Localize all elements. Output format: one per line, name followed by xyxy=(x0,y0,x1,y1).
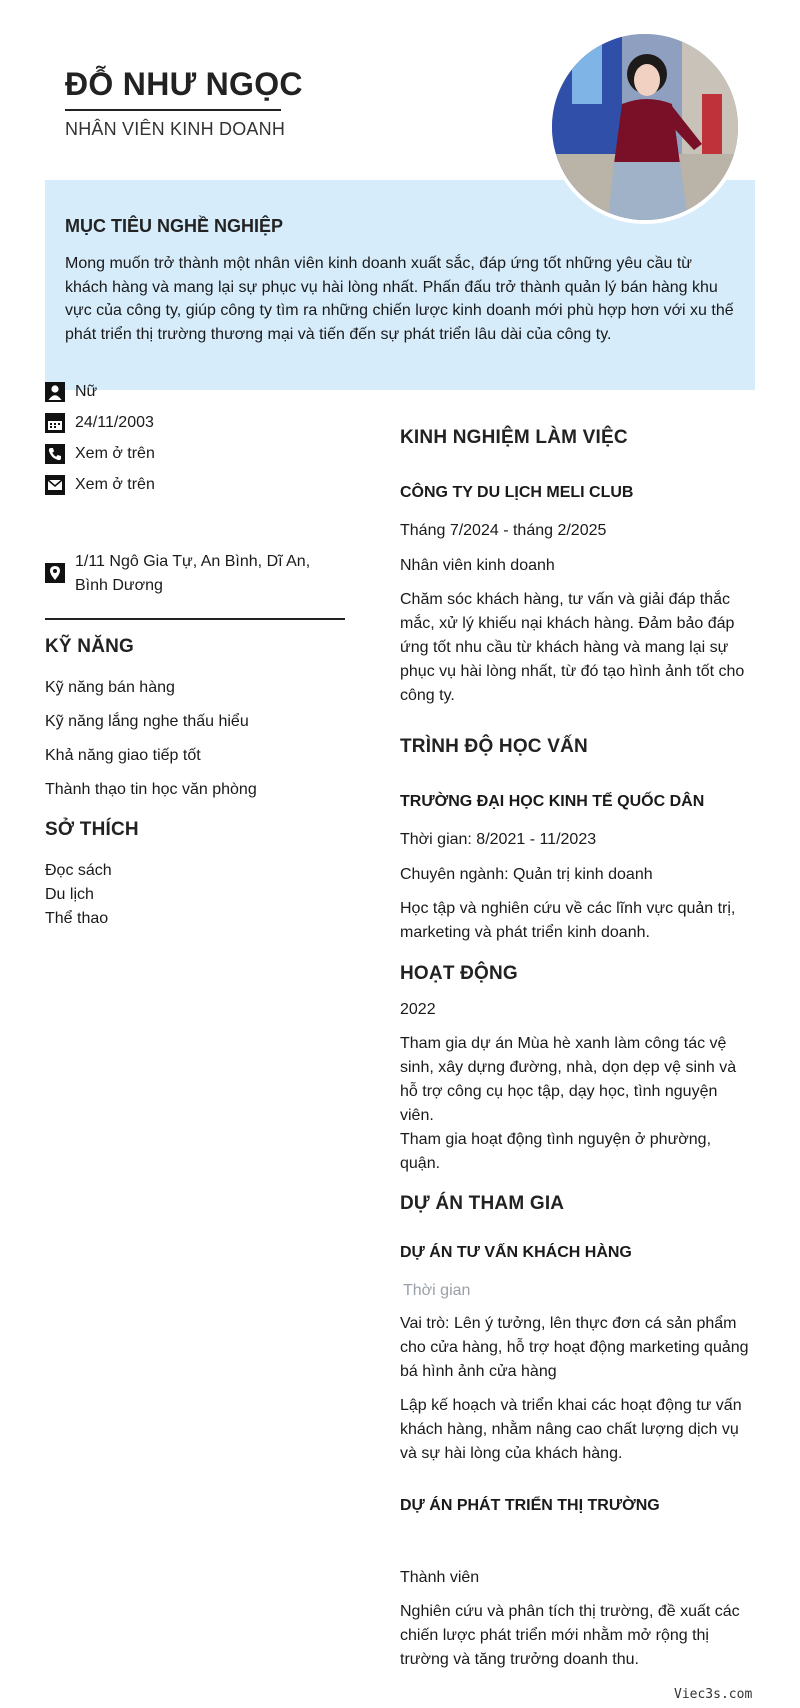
person-icon xyxy=(45,382,65,402)
experience-period: Tháng 7/2024 - tháng 2/2025 xyxy=(400,522,607,539)
project-name: DỰ ÁN TƯ VẤN KHÁCH HÀNG xyxy=(400,1244,632,1261)
hobby-item: Du lịch xyxy=(45,886,94,903)
contact-gender xyxy=(45,380,97,404)
site-watermark: Viec3s.com xyxy=(674,1687,753,1702)
contact-birthday xyxy=(45,411,154,435)
experience-position: Nhân viên kinh doanh xyxy=(400,557,555,574)
skill-item: Kỹ năng bán hàng xyxy=(45,679,175,696)
project-name: DỰ ÁN PHÁT TRIỂN THỊ TRƯỜNG xyxy=(400,1497,660,1514)
gender-value: Nữ xyxy=(75,383,98,400)
activities-description: Tham gia hoạt động tình nguyện ở phường, quận. xyxy=(400,1131,712,1172)
education-description: Học tập và nghiên cứu về các lĩnh vực quản trị, marketing và phát triển kinh doanh. xyxy=(400,900,736,941)
profile-photo xyxy=(548,30,742,224)
left-divider xyxy=(45,618,345,620)
skills-title: KỸ NĂNG xyxy=(45,636,135,657)
email-icon xyxy=(45,475,65,495)
skill-item: Kỹ năng lắng nghe thấu hiểu xyxy=(45,713,249,730)
contact-address xyxy=(45,550,345,598)
education-title: TRÌNH ĐỘ HỌC VẤN xyxy=(400,736,588,757)
experience-description: Chăm sóc khách hàng, tư vấn và giải đáp thắc mắc, xử lý khiếu nại khách hàng. Đảm bảo đáp ứng tốt nhu cầu từ khách hàng và mang lại sự phục vụ hài lòng nhất, từ đó tạo hình ảnh tốt cho công ty. xyxy=(400,591,745,704)
activities-year: 2022 xyxy=(400,1001,436,1018)
email-value: Xem ở trên xyxy=(75,476,155,493)
skill-item: Khả năng giao tiếp tốt xyxy=(45,747,201,764)
project-description: Nghiên cứu và phân tích thị trường, đề xuất các chiến lược phát triển mới nhằm mở rộng thị trường và tăng trưởng doanh thu. xyxy=(400,1603,740,1668)
activities-title: HOẠT ĐỘNG xyxy=(400,963,518,984)
education-period: Thời gian: 8/2021 - 11/2023 xyxy=(400,831,597,848)
hobbies-title: SỞ THÍCH xyxy=(45,819,139,840)
project-description: Lập kế hoạch và triển khai các hoạt động tư vấn khách hàng, nhằm nâng cao chất lượng dịch vụ và sự hài lòng của khách hàng. xyxy=(400,1397,742,1462)
career-objective-title: MỤC TIÊU NGHỀ NGHIỆP xyxy=(65,216,284,236)
birthday-value: 24/11/2003 xyxy=(75,414,154,431)
activities-description: Tham gia dự án Mùa hè xanh làm công tác vệ sinh, xây dựng đường, nhà, dọn dẹp vệ sinh và hỗ trợ công cụ học tập, dạy học, tình nguyện viên. xyxy=(400,1035,737,1124)
address-value: 1/11 Ngô Gia Tự, An Bình, Dĩ An, Bình Dương xyxy=(75,553,311,594)
contact-email xyxy=(45,473,155,497)
candidate-name: ĐỖ NHƯ NGỌC xyxy=(65,66,303,102)
contact-phone xyxy=(45,442,155,466)
hobby-item: Đọc sách xyxy=(45,862,112,879)
education-major: Chuyên ngành: Quản trị kinh doanh xyxy=(400,866,653,883)
career-objective-text: Mong muốn trở thành một nhân viên kinh doanh xuất sắc, đáp ứng tốt những yêu cầu từ khách hàng và mang lại sự phục vụ hài lòng nhất. Phấn đấu trở thành quản lý bán hàng khu vực của công ty, giúp công ty tìm ra những chiến lược kinh doanh mới phù hợp hơn với xu thế phát triển thị trường thương mại và tiến đến sự phát triển lâu dài của công ty. xyxy=(65,255,734,343)
experience-company: CÔNG TY DU LỊCH MELI CLUB xyxy=(400,484,634,501)
name-underline xyxy=(65,109,281,111)
hobby-item: Thể thao xyxy=(45,910,109,927)
location-pin-icon xyxy=(45,563,65,583)
education-school: TRƯỜNG ĐẠI HỌC KINH TẾ QUỐC DÂN xyxy=(400,793,705,810)
calendar-icon xyxy=(45,413,65,433)
phone-value: Xem ở trên xyxy=(75,445,155,462)
project-role: Thành viên xyxy=(400,1569,480,1586)
projects-title: DỰ ÁN THAM GIA xyxy=(400,1193,565,1214)
project-time-placeholder: Thời gian xyxy=(403,1282,471,1299)
job-title: NHÂN VIÊN KINH DOANH xyxy=(65,119,286,139)
project-role: Vai trò: Lên ý tưởng, lên thực đơn cá sản phẩm cho cửa hàng, hỗ trợ hoạt động marketing quảng bá hình ảnh cửa hàng xyxy=(400,1315,749,1380)
skill-item: Thành thạo tin học văn phòng xyxy=(45,781,257,798)
phone-icon xyxy=(45,444,65,464)
experience-title: KINH NGHIỆM LÀM VIỆC xyxy=(400,427,628,448)
